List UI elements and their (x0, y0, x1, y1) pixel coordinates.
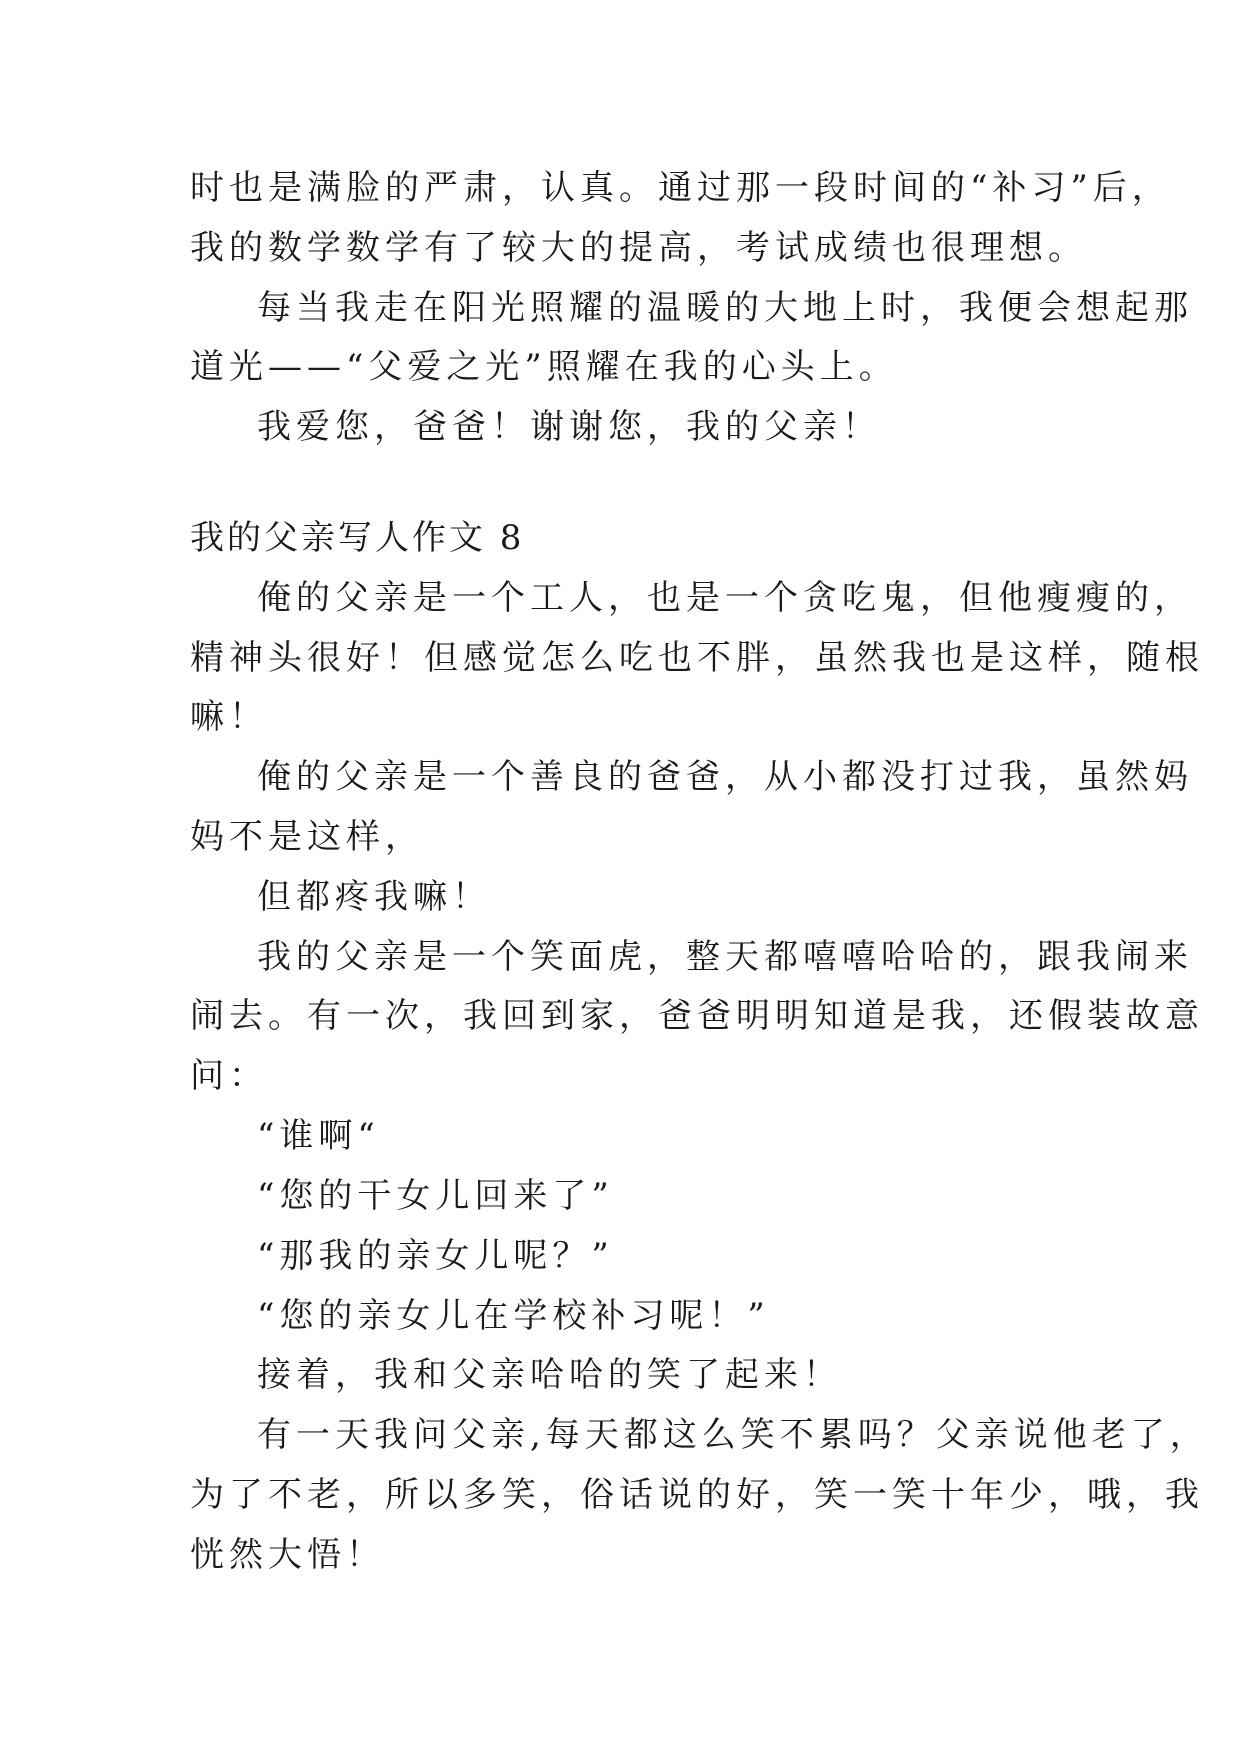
paragraph-line: 恍然大悟！ (190, 1535, 385, 1575)
paragraph-line: 问： (190, 1056, 268, 1096)
paragraph-line: 接着，我和父亲哈哈的笑了起来！ (257, 1355, 842, 1395)
paragraph-line: 嘛！ (190, 697, 268, 737)
paragraph-line: 每当我走在阳光照耀的温暖的大地上时，我便会想起那 (257, 288, 1193, 328)
paragraph-line: 闹去。有一次，我回到家，爸爸明明知道是我，还假装故意 (190, 996, 1204, 1036)
section-heading: 我的父亲写人作文 8 (190, 518, 525, 558)
dialogue-line: “那我的亲女儿呢？” (257, 1236, 614, 1276)
paragraph-line: 有一天我问父亲,每天都这么笑不累吗？父亲说他老了， (257, 1415, 1209, 1455)
paragraph-line: 精神头很好！但感觉怎么吃也不胖，虽然我也是这样，随根 (190, 638, 1204, 678)
paragraph-line: 妈不是这样， (190, 817, 424, 857)
paragraph-line: 我的父亲是一个笑面虎，整天都嘻嘻哈哈的，跟我闹来 (257, 937, 1193, 977)
paragraph-line: 但都疼我嘛！ (257, 877, 491, 917)
paragraph-line: 道光——“父爱之光”照耀在我的心头上。 (190, 347, 898, 387)
paragraph-line: 俺的父亲是一个善良的爸爸，从小都没打过我，虽然妈 (257, 757, 1193, 797)
paragraph-line: 我的数学数学有了较大的提高，考试成绩也很理想。 (190, 228, 1087, 268)
dialogue-line: “您的亲女儿在学校补习呢！” (257, 1296, 770, 1336)
dialogue-line: “谁啊“ (257, 1116, 380, 1156)
paragraph-line: 俺的父亲是一个工人，也是一个贪吃鬼，但他瘦瘦的， (257, 578, 1193, 618)
paragraph-line: 为了不老，所以多笑，俗话说的好，笑一笑十年少，哦，我 (190, 1475, 1204, 1515)
paragraph-line: 时也是满脸的严肃，认真。通过那一段时间的“补习”后， (190, 168, 1171, 208)
paragraph-line: 我爱您，爸爸！谢谢您，我的父亲！ (257, 407, 881, 447)
dialogue-line: “您的干女儿回来了” (257, 1176, 614, 1216)
